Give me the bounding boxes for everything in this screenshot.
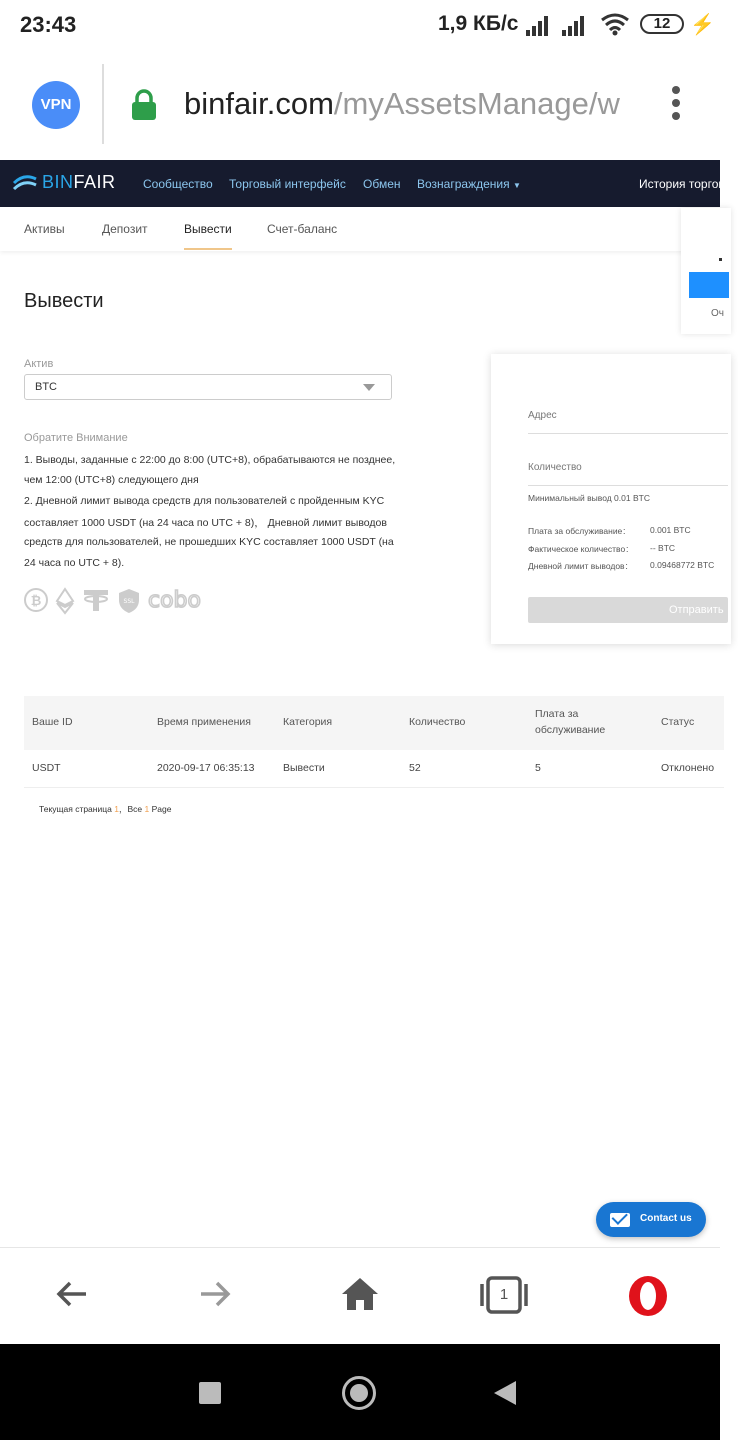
home-button-icon[interactable] [342, 1376, 376, 1410]
charging-icon: ⚡ [690, 14, 715, 36]
table-cell: USDT [32, 762, 61, 774]
total-pages: 1 [144, 804, 150, 814]
column-header: Время применения [157, 716, 251, 728]
caret-down-icon [363, 384, 375, 391]
tab-balance[interactable]: Счет-баланс [267, 222, 338, 236]
nav-rewards[interactable]: Вознаграждения ▼ [417, 177, 521, 191]
envelope-icon [610, 1213, 630, 1227]
cobo-logo [148, 588, 208, 612]
url-field[interactable] [184, 86, 640, 122]
asset-select[interactable] [24, 374, 392, 400]
amount-input[interactable]: Количество [528, 462, 582, 473]
back-arrow-icon[interactable] [54, 1276, 90, 1312]
logo-text: BINFAIR [42, 172, 116, 192]
system-nav-bar [0, 1344, 720, 1440]
fee-label: Плата за обслуживание： [528, 526, 631, 536]
column-header: Количество [409, 716, 466, 728]
back-icon[interactable] [494, 1381, 516, 1405]
divider [528, 433, 728, 434]
notice-line: 24 часа по UTC + 8). [24, 557, 125, 569]
signal-icon [560, 14, 588, 36]
forward-arrow-icon[interactable] [197, 1276, 233, 1312]
contact-us-button[interactable] [596, 1202, 706, 1237]
asset-select-value: BTC [35, 381, 57, 393]
divider [102, 64, 104, 144]
table-row [24, 750, 724, 788]
home-icon[interactable] [340, 1276, 380, 1312]
notice-line: чем 12:00 (UTC+8) следующего дня [24, 474, 199, 486]
daily-limit-value: 0.09468772 BTC [650, 560, 715, 570]
floating-panel-text: Оч [711, 308, 724, 319]
actual-amount-value: -- BTC [650, 543, 676, 553]
current-page: 1 [114, 804, 119, 814]
binfair-logo[interactable] [12, 172, 116, 193]
svg-text:SSL: SSL [123, 598, 135, 605]
column-header: Категория [283, 716, 333, 728]
status-bar [0, 0, 720, 50]
floating-panel-button[interactable] [689, 272, 729, 298]
nav-exchange[interactable]: Обмен [363, 177, 401, 191]
browser-bottom-bar [0, 1247, 720, 1344]
actual-amount-label: Фактическое количество： [528, 544, 634, 554]
tab-assets[interactable]: Активы [24, 222, 65, 236]
recents-icon[interactable] [199, 1382, 221, 1404]
lock-icon [130, 88, 158, 122]
menu-kebab-icon[interactable] [672, 86, 682, 125]
url-domain: binfair.com [184, 86, 334, 121]
column-header: Ваше ID [32, 716, 73, 728]
chevron-down-icon: ▼ [512, 181, 521, 190]
withdraw-form [491, 354, 731, 644]
table-cell: 52 [409, 762, 421, 774]
ssl-shield-icon [118, 588, 140, 614]
pagination: Текущая страница 1，Все 1 Page [39, 804, 172, 814]
tab-deposit[interactable]: Депозит [102, 222, 148, 236]
table-header [24, 696, 724, 750]
column-header: обслуживание [535, 724, 606, 736]
battery-icon: 12 [640, 14, 684, 34]
status-network-speed: 1,9 КБ/с [438, 12, 519, 35]
tether-icon [82, 588, 110, 612]
table-cell: Отклонено [661, 762, 715, 774]
url-path: /myAssetsManage/w [333, 86, 620, 121]
column-header: Статус [661, 716, 695, 728]
address-input[interactable]: Адрес [528, 410, 557, 421]
opera-icon[interactable] [626, 1274, 670, 1318]
vpn-button[interactable]: VPN [32, 81, 80, 129]
signal-icon [524, 14, 552, 36]
bitcoin-icon [24, 588, 48, 612]
submit-withdraw-button[interactable] [528, 597, 728, 623]
site-header [0, 160, 738, 207]
table-cell: Вывести [283, 762, 325, 774]
browser-url-bar [0, 50, 720, 160]
contact-us-label: Contact us [640, 1213, 692, 1224]
notice-line: средств для пользователей, не прошедших KYC составляет 1000 USDT (на [24, 536, 394, 548]
notice-title: Обратите Внимание [24, 432, 128, 444]
svg-text:cobo: cobo [148, 588, 201, 613]
status-time: 23:43 [20, 12, 77, 37]
divider [528, 485, 728, 486]
fee-value: 0.001 BTC [650, 525, 691, 535]
notice-line: составляет 1000 USDT (на 24 часа по UTC + 8)， Дневной лимит выводов [24, 517, 387, 529]
asset-label: Актив [24, 358, 54, 370]
submit-label: Отправить [669, 604, 724, 616]
column-header: Плата за [535, 708, 579, 720]
logo-icon [12, 173, 38, 193]
tab-withdraw[interactable]: Вывести [184, 222, 232, 236]
tabs-count: 1 [499, 1286, 509, 1303]
nav-trading[interactable]: Торговый интерфейс [229, 177, 346, 191]
table-cell: 2020-09-17 06:35:13 [157, 762, 255, 774]
svg-text:₿: ₿ [30, 594, 42, 609]
nav-trade-history[interactable]: История торговли [639, 177, 738, 191]
table-cell: 5 [535, 762, 541, 774]
notice-line: 2. Дневной лимит вывода средств для пользователей с пройденным KYC [24, 495, 385, 507]
daily-limit-label: Дневной лимит выводов： [528, 561, 634, 571]
min-withdraw-text: Минимальный вывод 0.01 BTC [528, 493, 650, 503]
ethereum-icon [56, 588, 74, 614]
floating-panel [681, 208, 731, 334]
page-title: Вывести [24, 290, 104, 312]
nav-community[interactable]: Сообщество [143, 177, 213, 191]
active-tab-indicator [184, 248, 232, 250]
notice-line: 1. Выводы, заданные с 22:00 до 8:00 (UTC+8), обрабатываются не позднее, [24, 454, 396, 466]
assets-tabs [0, 207, 720, 251]
wifi-icon [600, 12, 630, 36]
